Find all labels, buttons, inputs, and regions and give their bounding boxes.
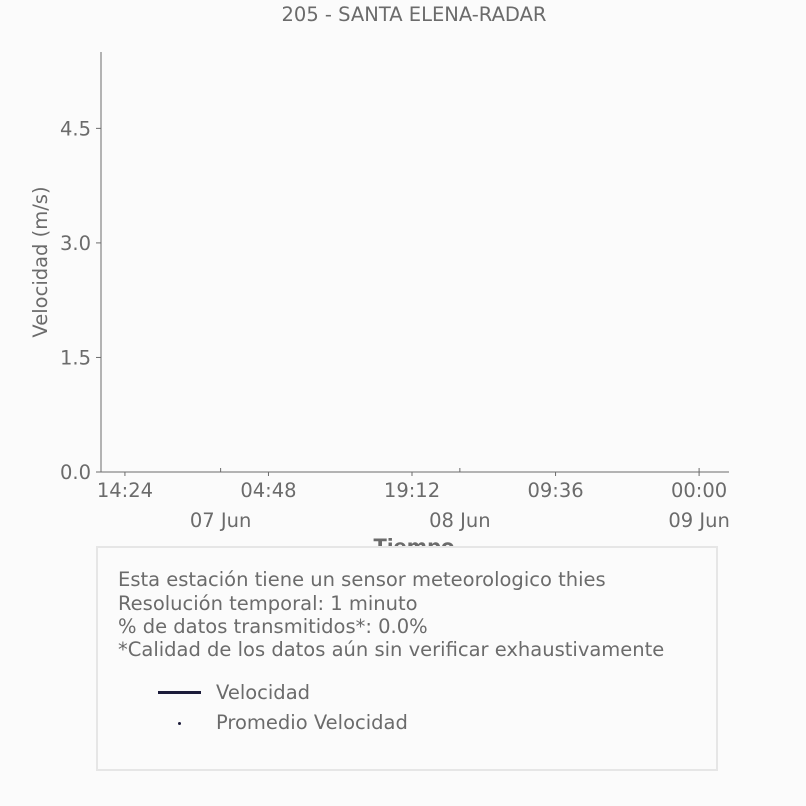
y-tick-label: 4.5 bbox=[59, 117, 91, 141]
info-quality-text: *Calidad de los datos aún sin verificar exhaustivamente bbox=[118, 638, 665, 661]
x-ticks bbox=[97, 468, 730, 532]
x-tick-label-time: 04:48 bbox=[240, 479, 297, 502]
info-transmitted-text: % de datos transmitidos*: 0.0% bbox=[118, 615, 428, 638]
y-tick-label: 0.0 bbox=[59, 461, 91, 484]
y-tick-label: 3.0 bbox=[59, 231, 91, 255]
x-tick-label-date: 07 Jun bbox=[189, 509, 252, 532]
x-tick-label-date: 09 Jun bbox=[668, 509, 730, 532]
y-tick-label: 1.5 bbox=[59, 346, 91, 370]
legend-line-swatch bbox=[158, 691, 201, 694]
x-tick-label-time: 00:00 bbox=[670, 479, 728, 502]
x-tick-label-time: 19:12 bbox=[383, 479, 441, 502]
x-tick-label-time: 14:24 bbox=[96, 479, 154, 502]
x-tick-label-time: 09:36 bbox=[527, 479, 584, 502]
info-legend-box bbox=[96, 546, 718, 771]
y-ticks bbox=[60, 117, 101, 484]
y-axis-label: Velocidad (m/s) bbox=[29, 186, 52, 338]
legend-label-velocidad: Velocidad bbox=[216, 681, 311, 704]
legend-label-promedio: Promedio Velocidad bbox=[216, 711, 408, 734]
info-resolution-text: Resolución temporal: 1 minuto bbox=[118, 592, 418, 615]
info-sensor-text: Esta estación tiene un sensor meteorologico thies bbox=[118, 568, 606, 591]
chart-title: 205 - SANTA ELENA-RADAR bbox=[281, 3, 547, 26]
x-tick-label-date: 08 Jun bbox=[429, 509, 491, 532]
legend-dot-swatch bbox=[178, 722, 181, 725]
